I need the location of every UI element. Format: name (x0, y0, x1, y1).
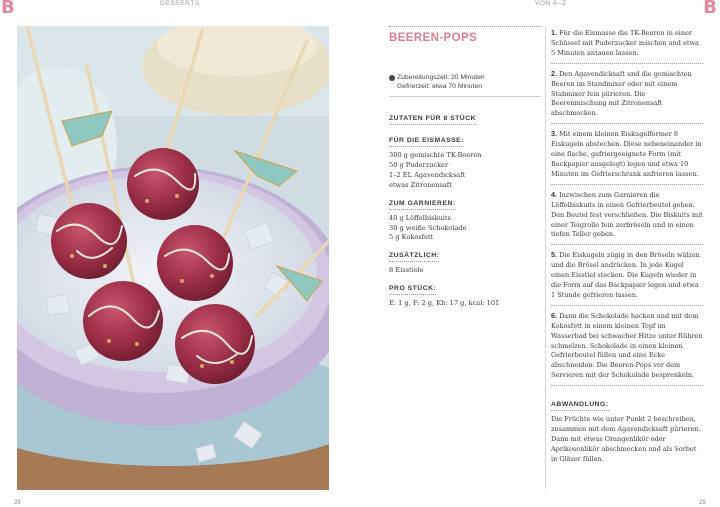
freeze-time: Gefrierzeit: etwa 70 Minuten (397, 83, 483, 90)
step-5: 5. Die Eiskugeln zügig in den Bröseln wälzen und die Brösel andrücken. In jede Kugel einen Eisstiel stecken. Die Kugeln wieder in die Form auf das Backpapier legen und etwa 1 Stunde gefrieren lassen. (551, 250, 703, 306)
steps-column (551, 28, 703, 465)
ingredients-heading: ZUTATEN FÜR 8 STÜCK (389, 115, 476, 125)
section-heading-garnieren: ZUM GARNIEREN: (389, 200, 541, 209)
section-heading-eismasse: FÜR DIE EISMASSE: (389, 137, 541, 146)
ingredient-item: 30 g weiße Schokolade (389, 223, 467, 232)
ingredient-item: 8 Eisstiele (389, 266, 424, 275)
ingredient-item: 5 g Kokosfett (389, 233, 434, 242)
ingredient-item: 50 g Puderzucker (389, 160, 449, 169)
section-rule (389, 96, 541, 97)
page-number-right: 29 (699, 500, 706, 506)
chapter-letter-left: B (1, 0, 15, 18)
ingredient-item: 40 g Löffelbiskuits (389, 213, 451, 222)
prep-time: Zubereitungszeit: 20 Minuten (397, 74, 485, 81)
time-info (389, 73, 541, 91)
ingredient-item: 300 g gemischte TK-Beeren (389, 151, 482, 159)
recipe-photo (17, 26, 329, 490)
variation-heading: ABWANDLUNG: (551, 401, 609, 411)
chapter-letter-right: B (703, 0, 717, 18)
ingredient-list-zusaetzlich (389, 266, 541, 276)
recipe-title: BEEREN-POPS (389, 32, 478, 44)
running-header-right: VON A–Z (535, 0, 567, 7)
step-2: 2. Den Agavendicksaft und die gemischten Beeren im Standmixer oder mit einem Stabmixer fein pürieren. Die Beerenmischung mit Zitronensaft abschmecken. (551, 69, 703, 125)
ingredient-list-eismasse (389, 151, 541, 191)
ingredient-item: 1–2 EL Agavendicksaft (389, 170, 466, 179)
page-number-left: 28 (14, 500, 21, 506)
nutrition-values: E: 1 g, F: 2 g, Kh: 17 g, kcal: 101 (389, 299, 500, 308)
variation-text: Die Früchte wie unter Punkt 2 beschreiben, zusammen mit dem Agavendicksaft pürieren. Dann mit etwas Orangenlikör oder Aprikosenlikör abschmecken und als Sorbet in Gläser füllen. (551, 415, 701, 463)
ingredient-list-garnieren (389, 214, 541, 244)
running-header-left: DESSERTS (160, 0, 200, 7)
ingredients-column (389, 26, 541, 309)
step-1: 1. Für die Eismasse die TK-Beeren in einer Schüssel mit Puderzucker mischen und etwa 5 Minuten antauen lassen. (551, 28, 703, 64)
step-4: 4. Inzwischen zum Garnieren die Löffelbiskuits in einen Gefrierbeutel geben. Den Beutel fest verschließen. Die Biskuits mit einer Teigrolle fein zerbröseln und in einen tiefen Teller geben. (551, 190, 703, 246)
title-rule (389, 26, 541, 27)
clock-icon (389, 75, 395, 81)
section-heading-zusaetzlich: ZUSÄTZLICH: (389, 252, 541, 261)
step-3: 3. Mit einem kleinen Eiskugelformer 8 Eiskugeln abstechen. Diese nebeneinander in eine flache, gefriergeeignete Form (mit Backpapier ausgelegt) legen und etwa 10 Minuten im Gefrierschrank anfrieren lassen. (551, 129, 703, 185)
column-divider (545, 27, 546, 489)
ingredient-item: etwas Zitronensaft (389, 180, 452, 189)
section-heading-nutrition: PRO STÜCK: (389, 285, 541, 294)
nutrition-info (389, 299, 541, 309)
step-6: 6. Dann die Schokolade hacken und mit dem Kokosfett in einem kleinen Topf im Wasserbad bei schwacher Hitze unter Rühren schmelzen. Schokolade in einen kleinen Gefrierbeutel füllen und eine Ecke abschneiden. Die Beeren-Pops vor dem Servieren mit der Schokolade besprenkeln. (551, 311, 703, 386)
